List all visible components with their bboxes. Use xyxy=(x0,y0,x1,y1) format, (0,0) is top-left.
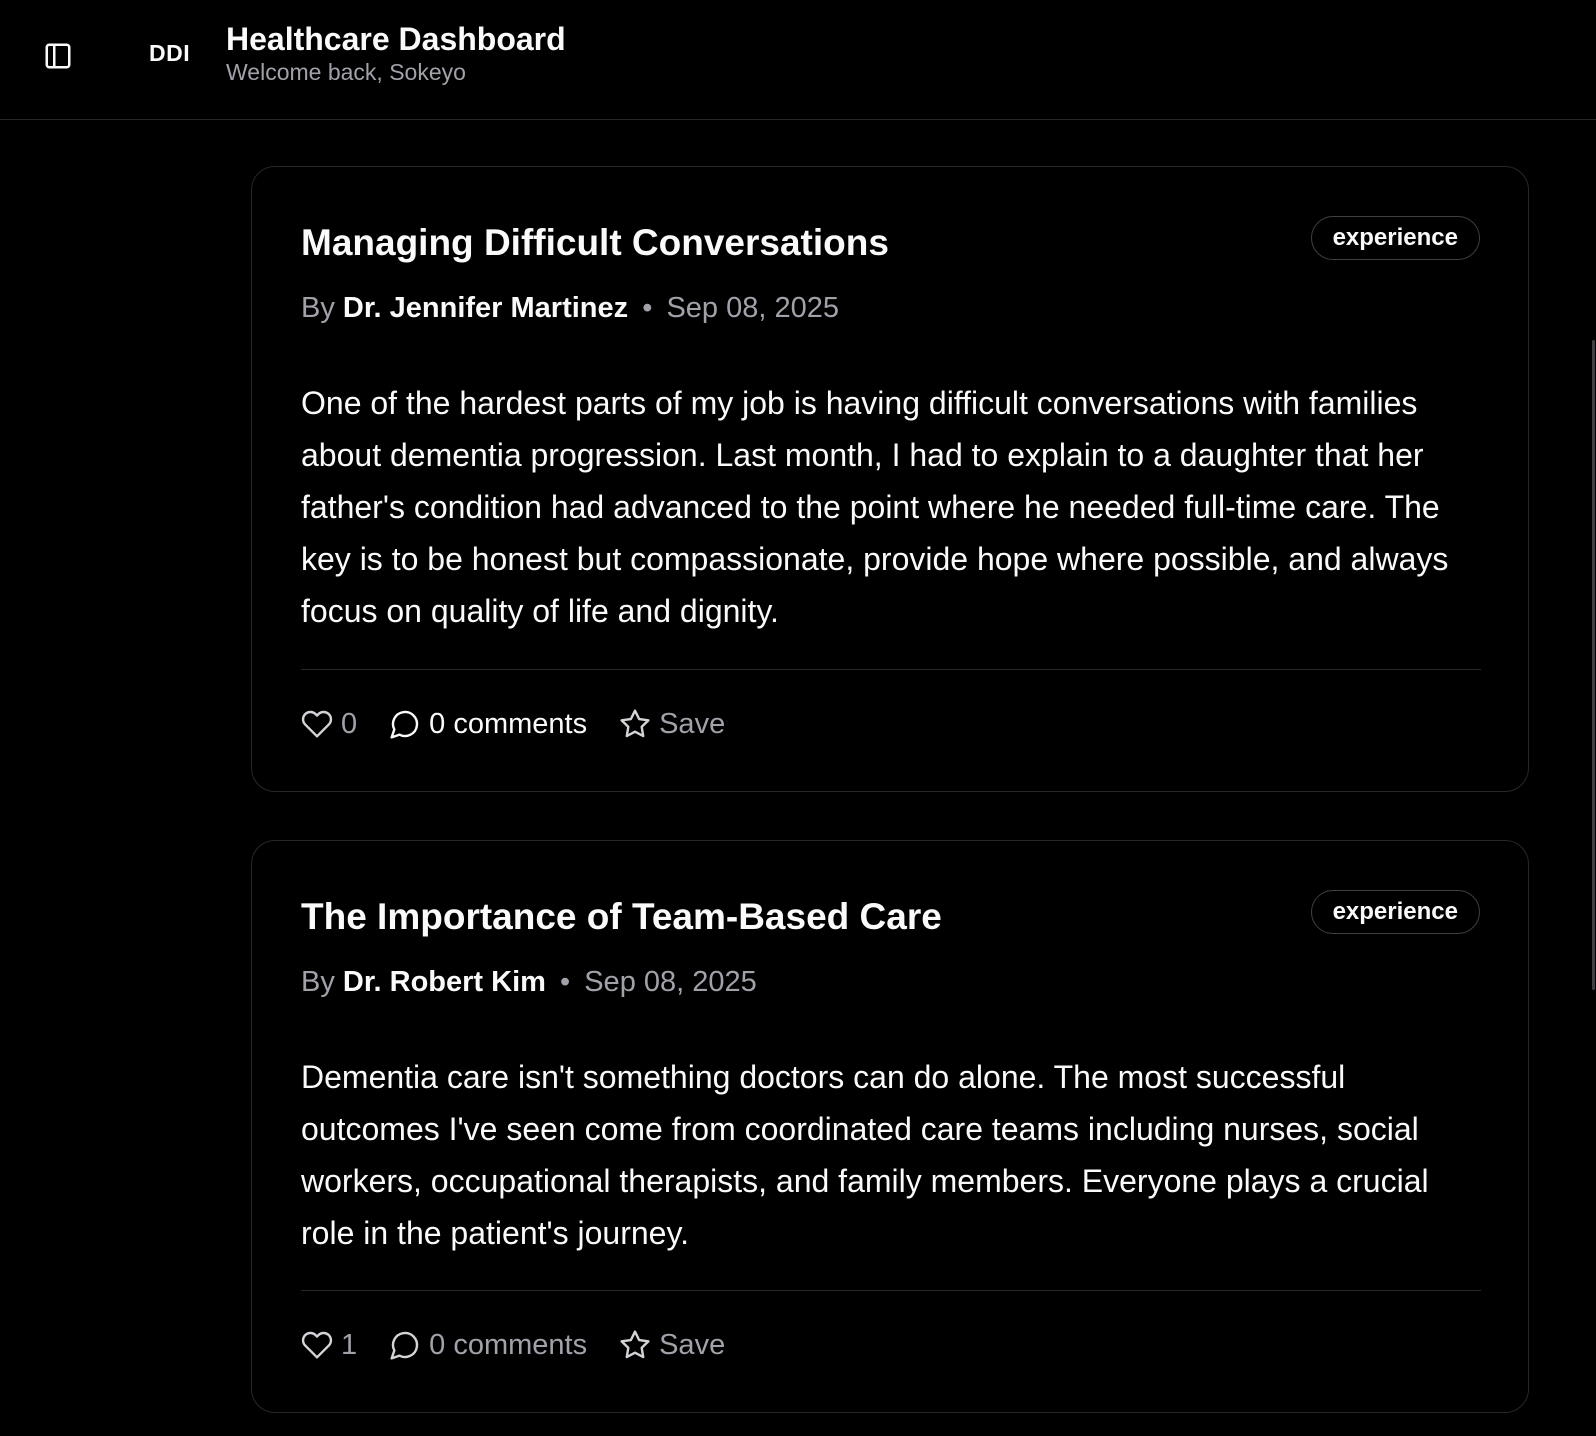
save-label: Save xyxy=(659,707,726,740)
comments-button[interactable] xyxy=(389,1325,587,1365)
star-icon xyxy=(619,1329,651,1361)
like-count: 0 xyxy=(341,707,358,740)
like-button[interactable] xyxy=(301,704,357,744)
post-body: Dementia care isn't something doctors can do alone. The most successful outcomes I've seen come from coordinated care teams including nurses, social workers, occupational therapists, and family members. Everyone plays a crucial role in the patient's journey. xyxy=(301,1059,1429,1251)
message-circle-icon xyxy=(389,708,421,740)
star-icon xyxy=(619,708,651,740)
scrollbar[interactable] xyxy=(1592,340,1595,990)
save-button[interactable] xyxy=(619,704,725,744)
top-bar xyxy=(0,0,1596,120)
post-title[interactable]: The Importance of Team-Based Care xyxy=(301,896,942,937)
comments-count: 0 comments xyxy=(429,707,588,740)
brand-logo[interactable]: DDI xyxy=(149,40,191,66)
post-card xyxy=(251,840,1529,1413)
post-meta xyxy=(301,965,757,999)
save-label: Save xyxy=(659,1328,726,1361)
comments-count: 0 comments xyxy=(429,1328,588,1361)
by-label: By xyxy=(301,966,335,998)
sidebar-toggle-button[interactable] xyxy=(38,36,78,76)
panel-left-icon xyxy=(43,41,73,71)
like-count: 1 xyxy=(341,1328,358,1361)
divider xyxy=(301,669,1481,670)
post-date: Sep 08, 2025 xyxy=(666,292,839,324)
heart-icon xyxy=(301,1329,333,1361)
post-actions xyxy=(301,1325,757,1365)
heart-icon xyxy=(301,708,333,740)
save-button[interactable] xyxy=(619,1325,725,1365)
message-circle-icon xyxy=(389,1329,421,1361)
post-body: One of the hardest parts of my job is having difficult conversations with families about dementia progression. Last month, I had to explain to a daughter that her father's condition had advanced to the point where he needed full-time care. The key is to be honest but compassionate, provide hope where possible, and always focus on quality of life and dignity. xyxy=(301,385,1449,629)
category-badge: experience xyxy=(1311,216,1480,260)
meta-separator: • xyxy=(560,966,571,998)
page-title-block xyxy=(226,20,566,86)
author-name: Dr. Robert Kim xyxy=(342,966,546,998)
author-name: Dr. Jennifer Martinez xyxy=(342,292,629,324)
post-date: Sep 08, 2025 xyxy=(584,966,757,998)
page-title: Healthcare Dashboard xyxy=(226,21,566,57)
post-actions xyxy=(301,704,757,744)
welcome-message: Welcome back, Sokeyo xyxy=(226,59,466,85)
divider xyxy=(301,1290,1481,1291)
like-button[interactable] xyxy=(301,1325,357,1365)
post-card xyxy=(251,166,1529,792)
category-badge: experience xyxy=(1311,890,1480,934)
by-label: By xyxy=(301,292,335,324)
meta-separator: • xyxy=(642,292,653,324)
post-title[interactable]: Managing Difficult Conversations xyxy=(301,222,889,263)
post-meta xyxy=(301,291,839,325)
comments-button[interactable] xyxy=(389,704,587,744)
